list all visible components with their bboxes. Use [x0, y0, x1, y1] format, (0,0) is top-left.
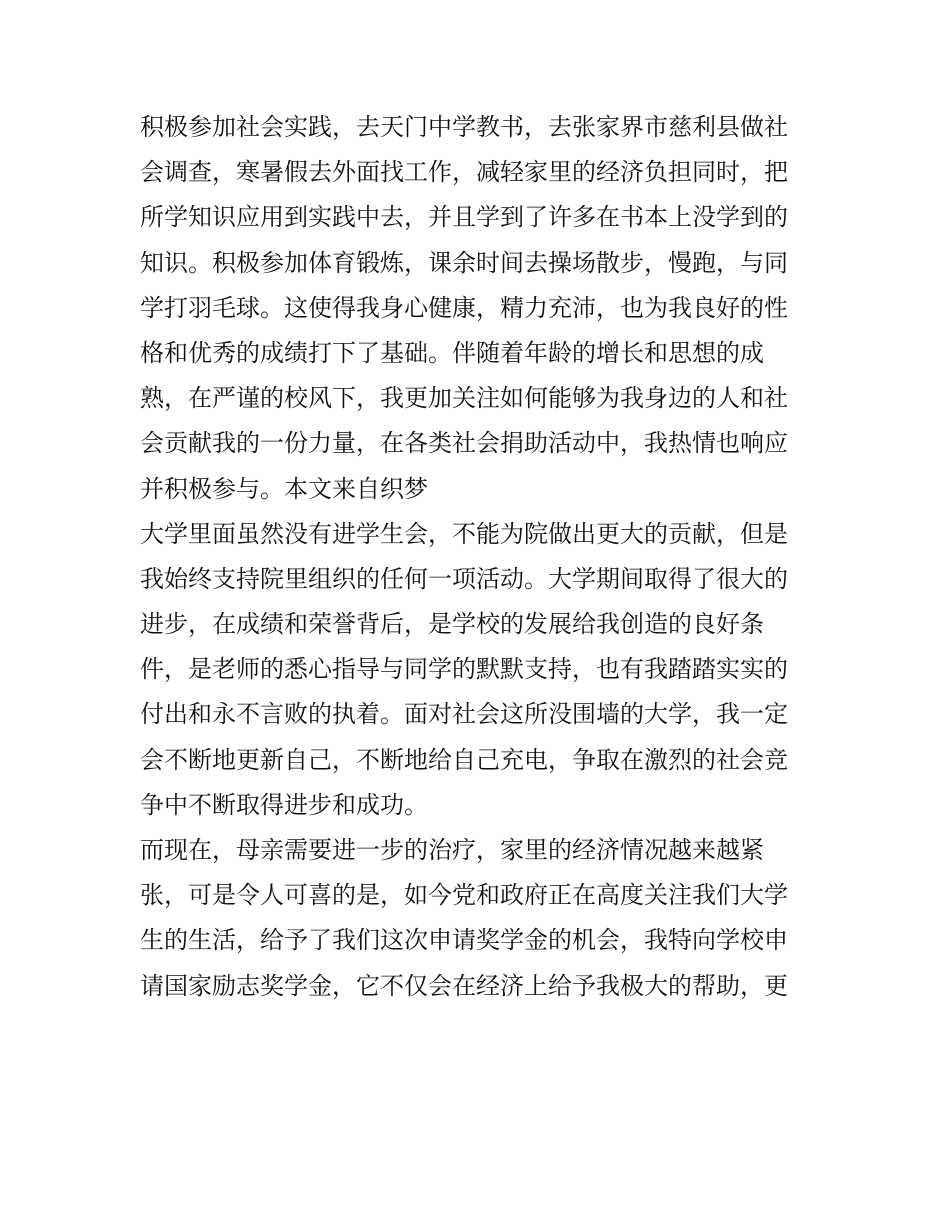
text-line: 知识。积极参加体育锻炼，课余时间去操场散步，慢跑，与同 — [140, 248, 788, 277]
text-line: 积极参加社会实践，去天门中学教书，去张家界市慈利县做社 — [140, 113, 788, 141]
text-line: 大学里面虽然没有进学生会，不能为院做出更大的贡献，但是 — [140, 519, 788, 548]
document-body — [140, 105, 820, 1009]
text-line: 争中不断取得进步和成功。 — [140, 790, 428, 819]
text-line: 生的生活，给予了我们这次申请奖学金的机会，我特向学校申 — [140, 926, 788, 955]
text-line: 格和优秀的成绩打下了基础。伴随着年龄的增长和思想的成 — [140, 338, 764, 367]
text-line: 会不断地更新自己，不断地给自己充电，争取在激烈的社会竞 — [140, 745, 788, 774]
text-line: 会调查，寒暑假去外面找工作，减轻家里的经济负担同时，把 — [140, 158, 788, 187]
text-line: 付出和永不言败的执着。面对社会这所没围墙的大学，我一定 — [140, 700, 788, 729]
text-line: 会贡献我的一份力量，在各类社会捐助活动中，我热情也响应 — [140, 429, 788, 458]
text-line: 进步，在成绩和荣誉背后，是学校的发展给我创造的良好条 — [140, 610, 764, 639]
text-line: 所学知识应用到实践中去，并且学到了许多在书本上没学到的 — [140, 203, 788, 232]
text-line: 并积极参与。本文来自织梦 — [140, 474, 428, 503]
text-line: 我始终支持院里组织的任何一项活动。大学期间取得了很大的 — [140, 564, 788, 593]
text-line: 学打羽毛球。这使得我身心健康，精力充沛，也为我良好的性 — [140, 293, 788, 322]
text-line: 熟，在严谨的校风下，我更加关注如何能够为我身边的人和社 — [140, 384, 788, 413]
text-line: 张，可是令人可喜的是，如今党和政府正在高度关注我们大学 — [140, 881, 788, 910]
text-line: 请国家励志奖学金，它不仅会在经济上给予我极大的帮助，更 — [140, 971, 788, 1000]
text-line: 而现在，母亲需要进一步的治疗，家里的经济情况越来越紧 — [140, 836, 764, 864]
text-line: 件，是老师的悉心指导与同学的默默支持，也有我踏踏实实的 — [140, 655, 788, 684]
